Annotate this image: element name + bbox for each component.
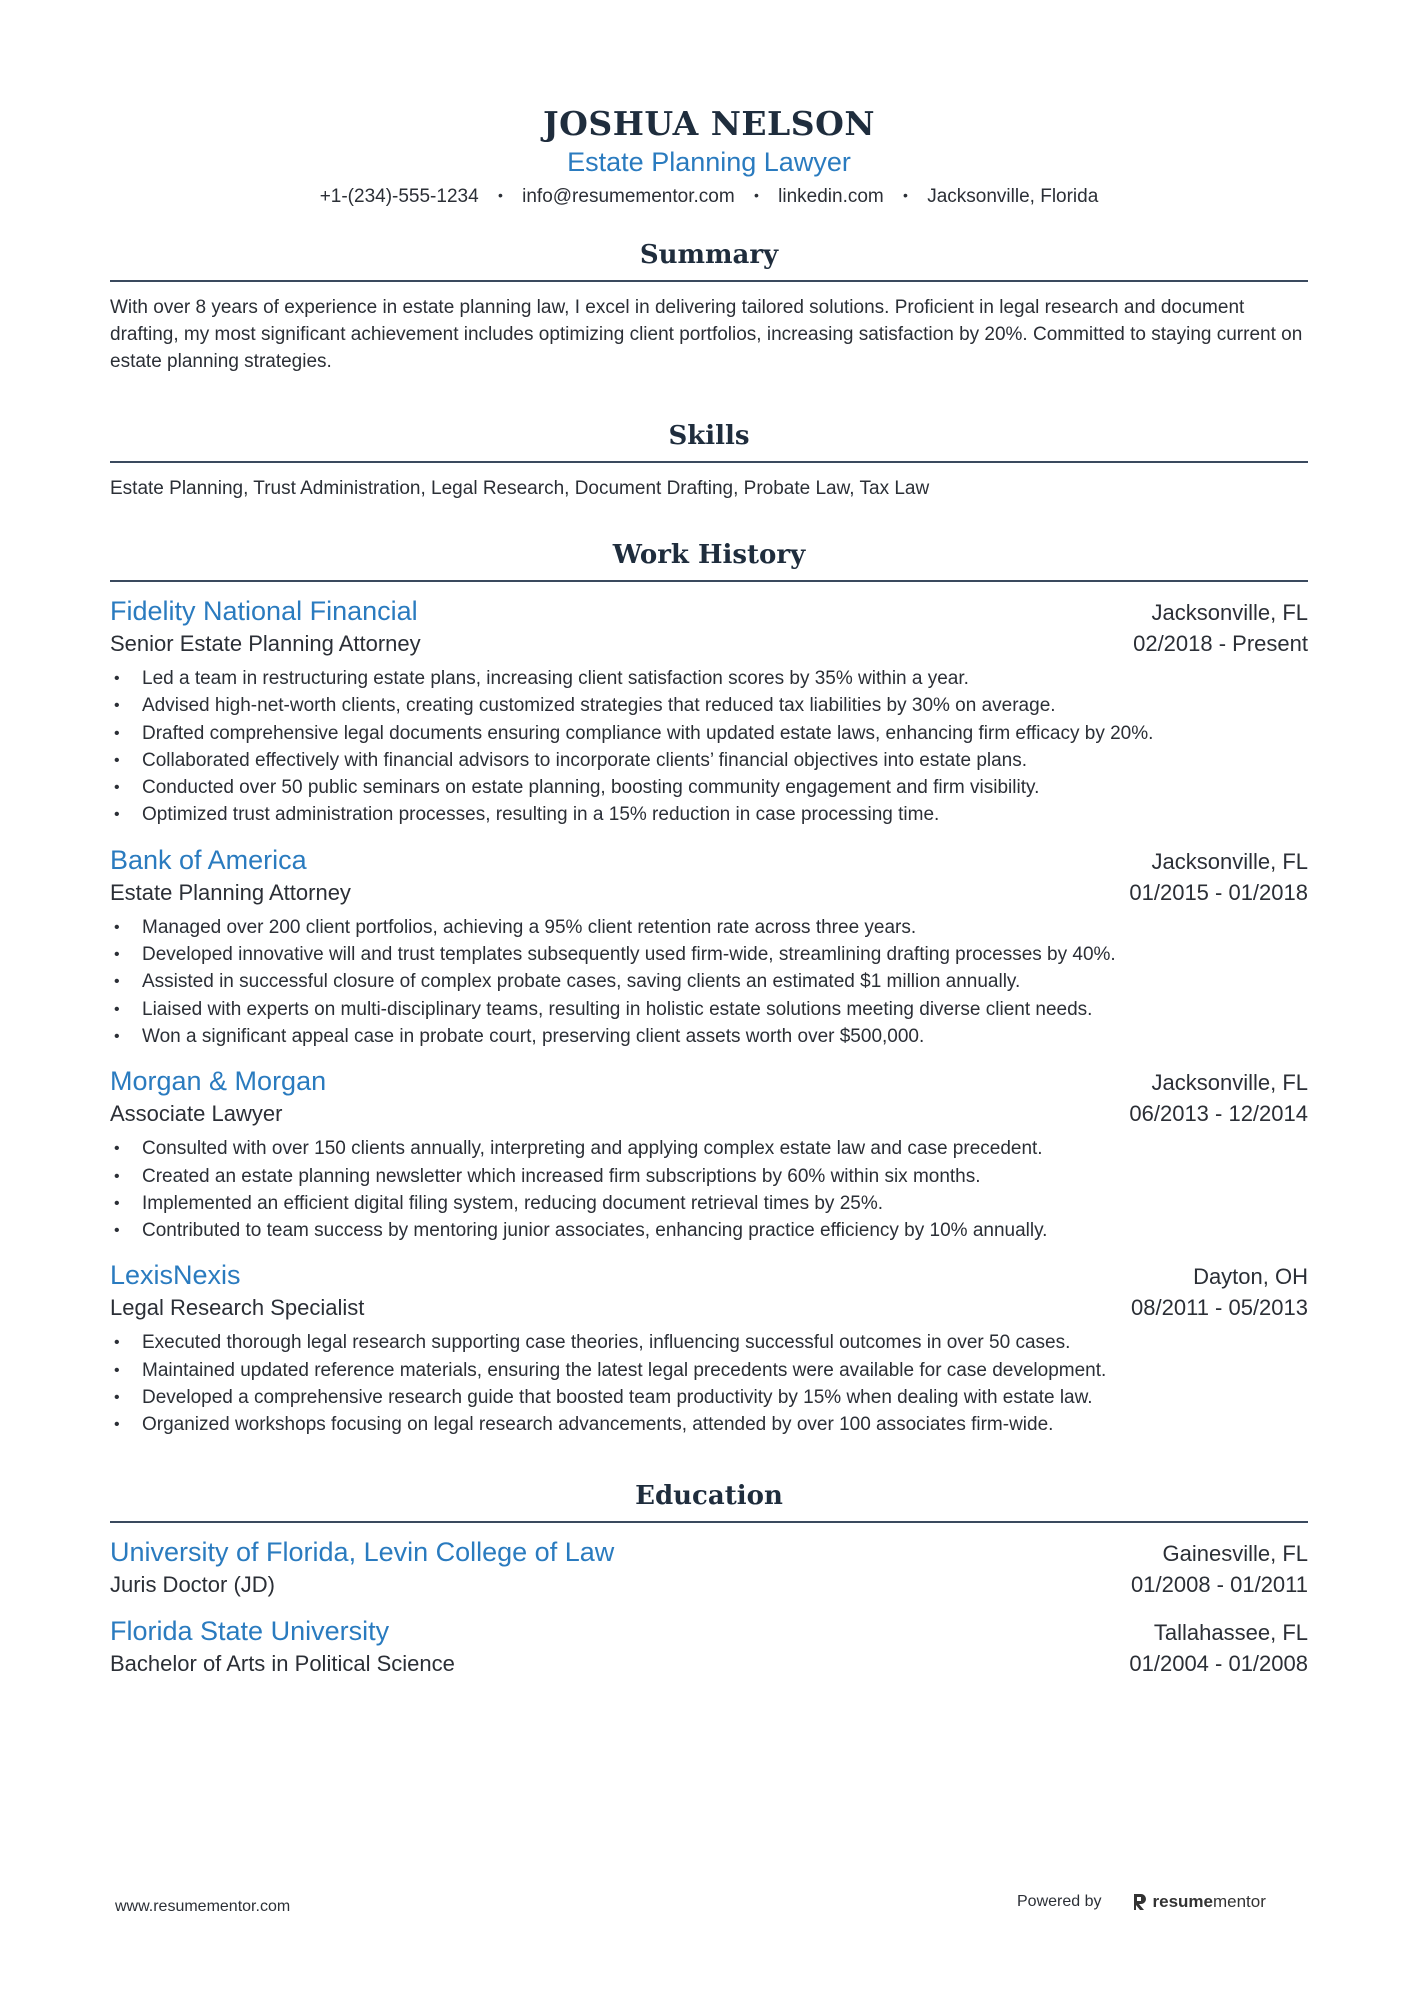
job-bullets (110, 914, 1308, 1050)
section-title-skills: Skills (110, 419, 1308, 463)
education-entry (110, 1614, 1308, 1679)
job-bullet: • Drafted comprehensive legal documents ensuring compliance with updated estate laws, enhancing firm efficacy by 20%. (110, 720, 1308, 747)
job-company: Morgan & Morgan (110, 1066, 327, 1097)
section-title-education: Education (110, 1479, 1308, 1523)
candidate-name: JOSHUA NELSON (543, 104, 875, 143)
job-dates: 08/2011 - 05/2013 (1131, 1295, 1308, 1321)
separator-dot: • (903, 187, 908, 203)
skills-text: Estate Planning, Trust Administration, Legal Research, Document Drafting, Probate Law, Tax Law (110, 478, 930, 499)
job-bullet: • Led a team in restructuring estate plans, increasing client satisfaction scores by 35% within a year. (110, 665, 1308, 692)
job-bullet: • Created an estate planning newsletter which increased firm subscriptions by 60% within six months. (110, 1163, 1308, 1190)
job-bullets (110, 1135, 1308, 1244)
job-list (110, 594, 1308, 1439)
job-title: Estate Planning Attorney (110, 879, 351, 905)
resumementor-logo[interactable] (1132, 1892, 1266, 1912)
job-dates: 06/2013 - 12/2014 (1129, 1101, 1308, 1127)
logo-text-mentor: mentor (1212, 1892, 1266, 1911)
job-bullet: • Executed thorough legal research supporting case theories, influencing successful outcomes in over 50 cases. (110, 1329, 1308, 1356)
job-bullet: • Developed a comprehensive research guide that boosted team productivity by 15% when dealing with estate law. (110, 1384, 1308, 1411)
job-bullet: • Contributed to team success by mentoring junior associates, enhancing practice efficiency by 10% annually. (110, 1217, 1308, 1244)
contact-phone: +1-(234)-555-1234 (319, 186, 479, 207)
job-bullet: • Developed innovative will and trust templates subsequently used firm-wide, streamlining drafting processes by 40%. (110, 941, 1308, 968)
school-name: University of Florida, Levin College of Law (110, 1536, 615, 1567)
separator-dot: • (753, 187, 759, 203)
candidate-role: Estate Planning Lawyer (567, 147, 851, 177)
job-location: Jacksonville, FL (1151, 848, 1308, 874)
summary-text: With over 8 years of experience in estate planning law, I excel in delivering tailored solutions. Proficient in legal research and document drafting, my most significant achievement includes optimizing client portfolios, increasing satisfaction by 20%. Committed to staying current on estate planning strategies. (110, 297, 1303, 372)
job-entry (110, 594, 1308, 829)
resumementor-logo-icon (1132, 1893, 1148, 1911)
footer-website[interactable]: www.resumementor.com (115, 1898, 291, 1915)
education-section (110, 1479, 1308, 1679)
job-title: Associate Lawyer (110, 1101, 283, 1127)
job-company: Fidelity National Financial (110, 596, 418, 626)
job-entry (110, 843, 1308, 1050)
job-bullet: • Collaborated effectively with financial advisors to incorporate clients’ financial objectives into estate plans. (110, 747, 1308, 774)
job-location: Dayton, OH (1193, 1264, 1308, 1290)
degree: Bachelor of Arts in Political Science (110, 1650, 455, 1676)
job-entry (110, 1064, 1308, 1244)
job-bullet: • Managed over 200 client portfolios, achieving a 95% client retention rate across three years. (110, 914, 1308, 941)
degree: Juris Doctor (JD) (110, 1571, 276, 1597)
job-bullet: • Maintained updated reference materials, ensuring the latest legal precedents were available for case development. (110, 1357, 1308, 1384)
contact-line (110, 182, 1308, 210)
separator-dot: • (497, 187, 503, 203)
job-bullet: • Organized workshops focusing on legal research advancements, attended by over 100 associates firm-wide. (110, 1411, 1308, 1438)
job-location: Jacksonville, FL (1151, 600, 1308, 625)
job-bullet: • Advised high-net-worth clients, creating customized strategies that reduced tax liabilities by 30% on average. (110, 692, 1308, 719)
job-bullet: • Implemented an efficient digital filing system, reducing document retrieval times by 25%. (110, 1190, 1308, 1217)
job-location: Jacksonville, FL (1151, 1070, 1308, 1096)
job-entry (110, 1258, 1308, 1438)
work-history-section (110, 538, 1308, 1439)
contact-linkedin[interactable]: linkedin.com (778, 186, 884, 207)
job-dates: 01/2015 - 01/2018 (1129, 879, 1308, 905)
footer-branding (1017, 1892, 1266, 1912)
job-bullet: • Won a significant appeal case in probate court, preserving client assets worth over $500,000. (110, 1023, 1308, 1050)
school-location: Gainesville, FL (1162, 1540, 1308, 1566)
education-entry (110, 1535, 1308, 1600)
job-bullet: • Liaised with experts on multi-disciplinary teams, resulting in holistic estate solutions meeting diverse client needs. (110, 996, 1308, 1023)
resume-page (110, 0, 1308, 1679)
contact-email[interactable]: info@resumementor.com (522, 186, 735, 207)
logo-text-resume: resume (1152, 1892, 1213, 1911)
education-dates: 01/2004 - 01/2008 (1129, 1650, 1308, 1676)
school-location: Tallahassee, FL (1153, 1619, 1308, 1645)
school-name: Florida State University (110, 1615, 390, 1646)
job-bullet: • Consulted with over 150 clients annually, interpreting and applying complex estate law and case precedent. (110, 1135, 1308, 1162)
job-dates: 02/2018 - Present (1133, 631, 1308, 656)
skills-section (110, 419, 1308, 502)
powered-by-label: Powered by (1017, 1893, 1102, 1910)
contact-location: Jacksonville, Florida (927, 186, 1099, 207)
job-title: Legal Research Specialist (110, 1295, 365, 1321)
job-company: Bank of America (110, 844, 307, 875)
job-bullets (110, 665, 1308, 829)
education-dates: 01/2008 - 01/2011 (1131, 1571, 1308, 1597)
resume-header (110, 0, 1308, 210)
section-title-summary: Summary (110, 238, 1308, 282)
job-bullets (110, 1329, 1308, 1438)
section-title-work-history: Work History (110, 538, 1308, 582)
summary-section (110, 238, 1308, 375)
job-bullet: • Conducted over 50 public seminars on estate planning, boosting community engagement and firm visibility. (110, 774, 1308, 801)
job-company: LexisNexis (110, 1260, 241, 1291)
job-bullet: • Optimized trust administration processes, resulting in a 15% reduction in case processing time. (110, 801, 1308, 828)
job-bullet: • Assisted in successful closure of complex probate cases, saving clients an estimated $1 million annually. (110, 968, 1308, 995)
job-title: Senior Estate Planning Attorney (110, 631, 421, 656)
